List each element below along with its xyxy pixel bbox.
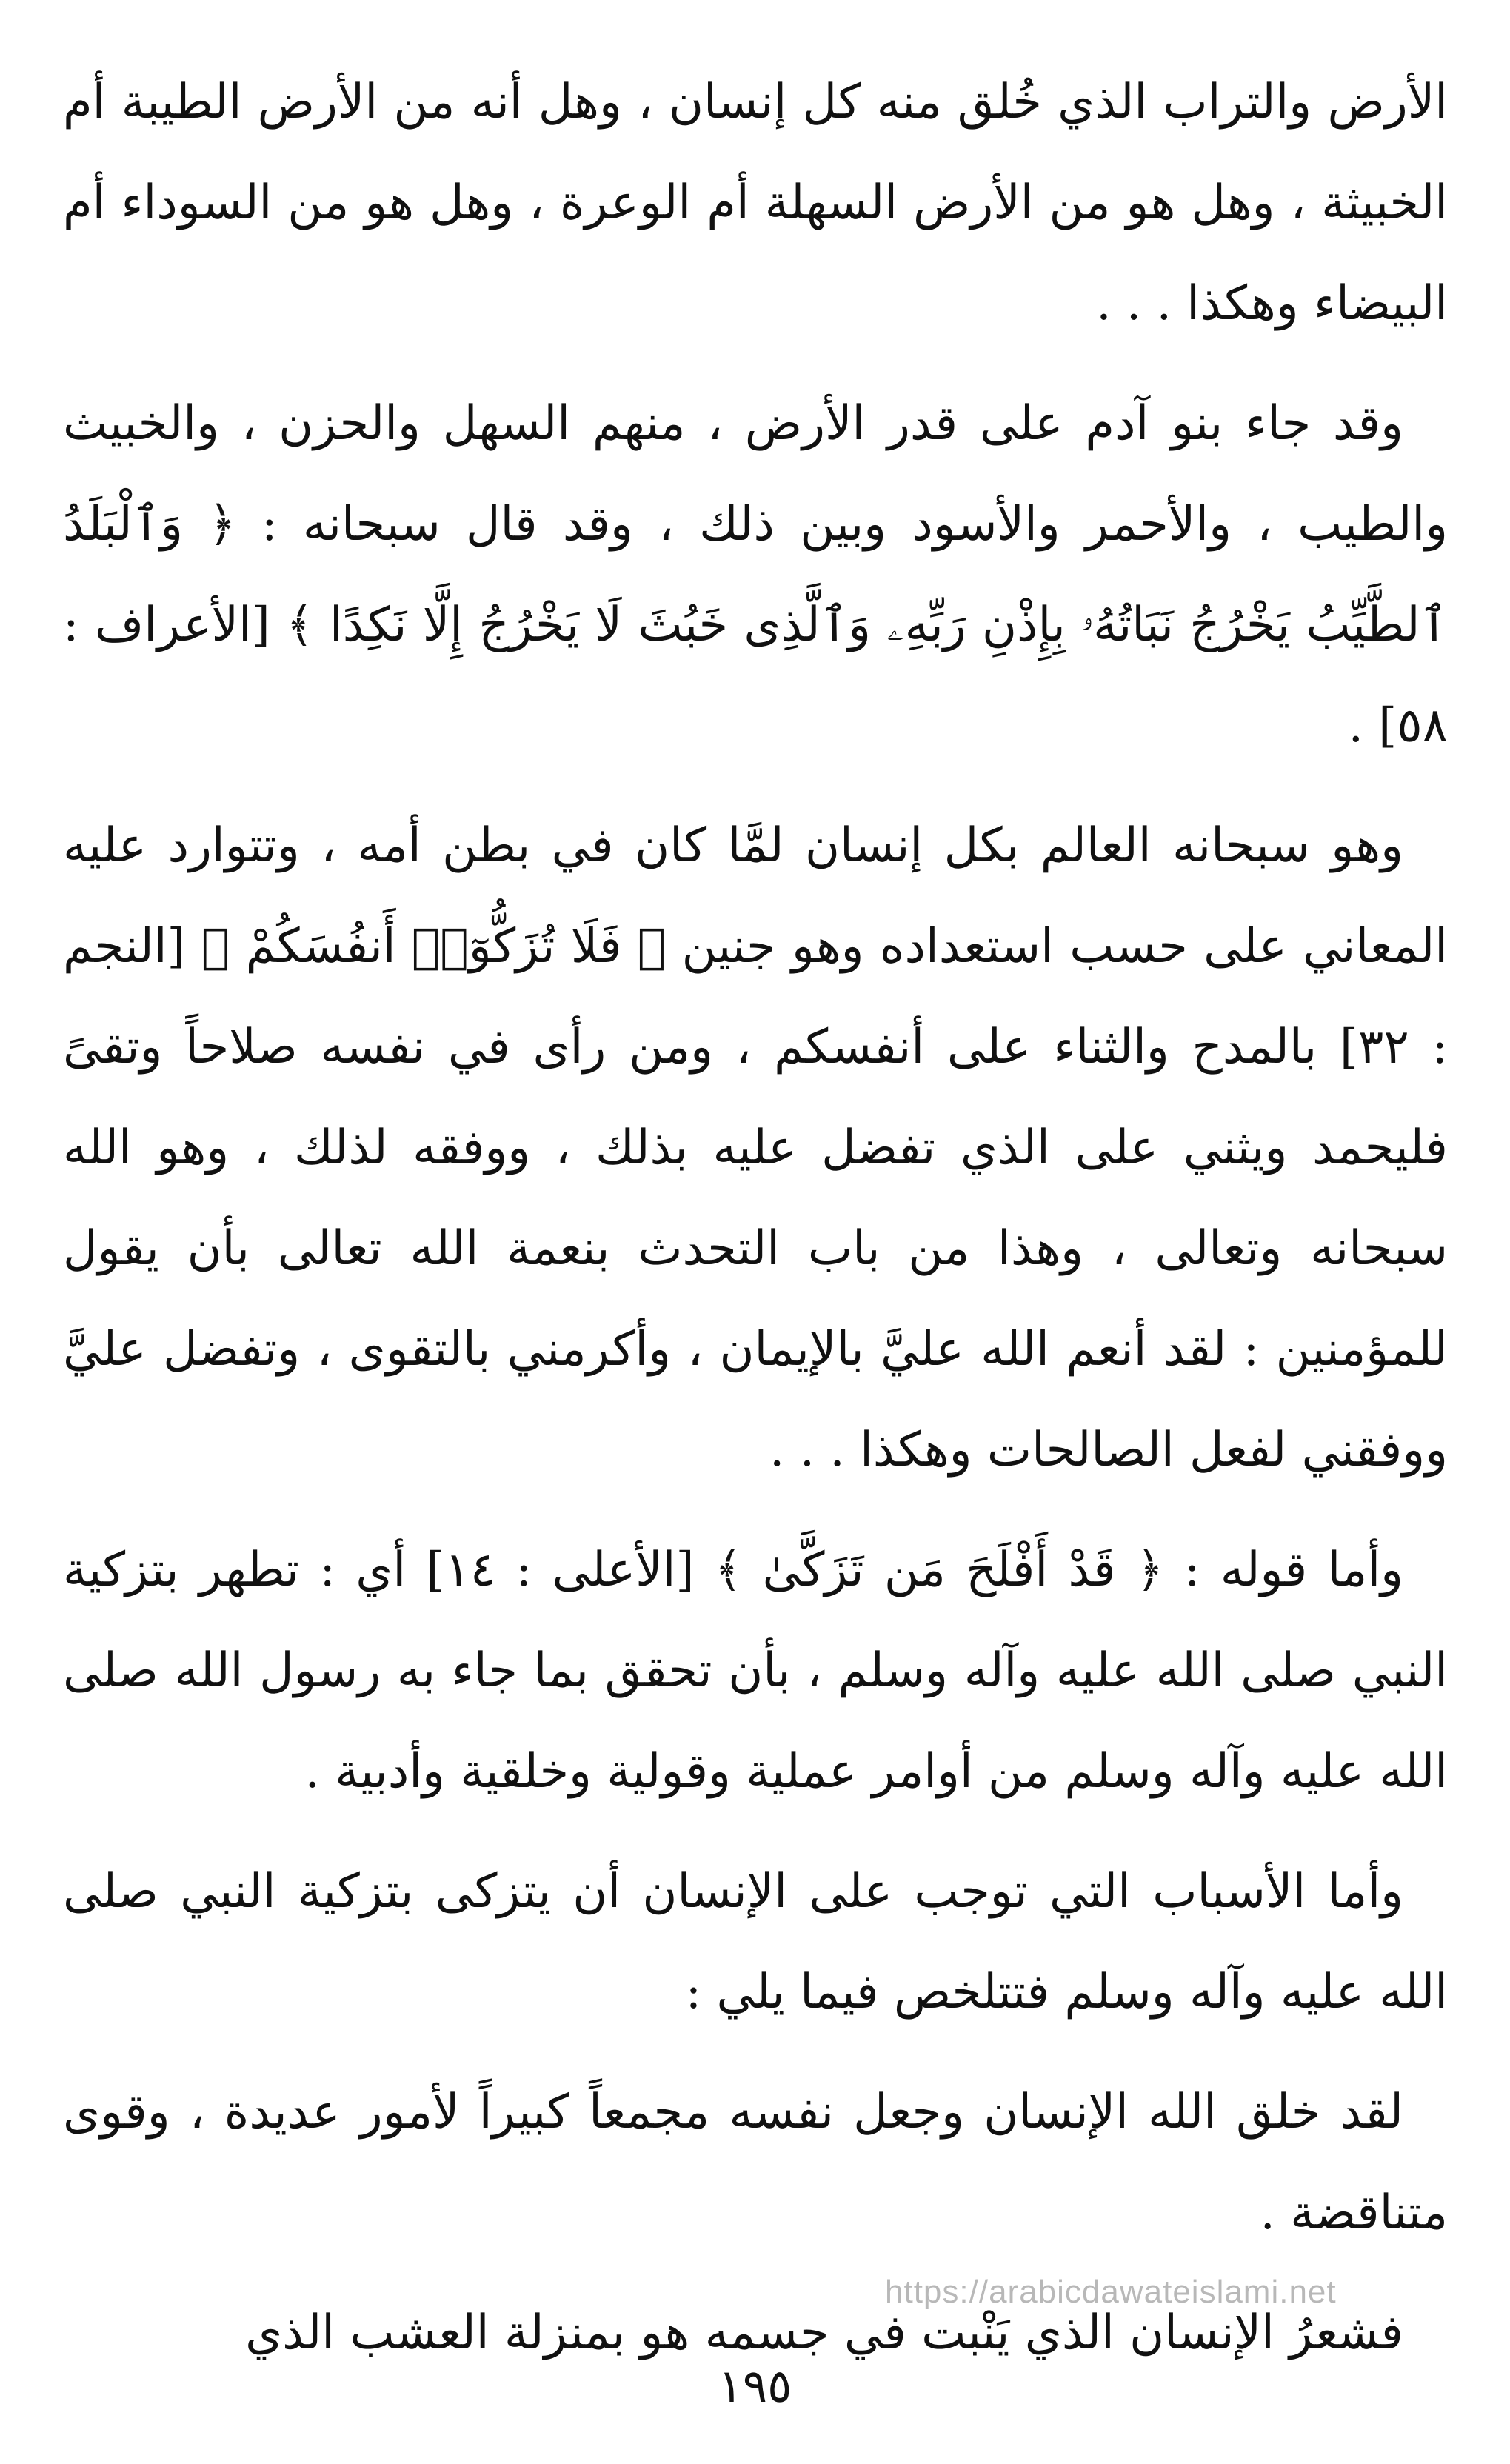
paragraph-1: الأرض والتراب الذي خُلق منه كل إنسان ، وهل أنه من الأرض الطيبة أم الخبيثة ، وهل هو من الأرض السهلة أم الوعرة ، وهل هو من السوداء أم البيضاء وهكذا . . . xyxy=(63,75,1449,331)
paragraph-5: وأما الأسباب التي توجب على الإنسان أن يتزكى بتزكية النبي صلى الله عليه وآله وسلم فتتلخص فيما يلي : xyxy=(63,1864,1448,2020)
paragraph-7: فشعرُ الإنسان الذي يَنْبت في جسمه هو بمنزلة العشب الذي xyxy=(245,2306,1403,2360)
paragraph-3: وهو سبحانه العالم بكل إنسان لمَّا كان في بطن أمه ، وتتوارد عليه المعاني على حسب استعداده وهو جنين ﴿ فَلَا تُزَكُّوٓا۟ أَنفُسَكُمْ ﴾ [النجم : ٣٢] بالمدح والثناء على أنفسكم ، ومن رأى في نفسه صلاحاً وتقىً فليحمد ويثني على الذي تفضل عليه بذلك ، ووفقه لذلك ، وهو الله سبحانه وتعالى ، وهذا من باب التحدث بنعمة الله تعالى بأن يقول للمؤمنين : لقد أنعم الله عليَّ بالإيمان ، وأكرمني بالتقوى ، وتفضل عليَّ ووفقني لفعل الصالحات وهكذا . . . xyxy=(63,818,1449,1478)
page-body xyxy=(63,52,1448,2403)
paragraph-4: وأما قوله : ﴿ قَدْ أَفْلَحَ مَن تَزَكَّىٰ ﴾ [الأعلى : ١٤] أي : تطهر بتزكية النبي صلى الله عليه وآله وسلم ، بأن تحقق بما جاء به رسول الله صلى الله عليه وآله وسلم من أوامر عملية وقولية وخلقية وأدبية . xyxy=(63,1543,1448,1799)
watermark-url: https://arabicdawateislami.net xyxy=(885,2274,1337,2310)
page-number: ١٩٥ xyxy=(718,2359,792,2413)
paragraph-2: وقد جاء بنو آدم على قدر الأرض ، منهم السهل والحزن ، والخبيث والطيب ، والأحمر والأسود وبين ذلك ، وقد قال سبحانه : ﴿ وَٱلْبَلَدُ ٱلطَّيِّبُ يَخْرُجُ نَبَاتُهُۥ بِإِذْنِ رَبِّهِۦ وَٱلَّذِى خَبُثَ لَا يَخْرُجُ إِلَّا نَكِدًا ﴾ [الأعراف : ٥٨] . xyxy=(63,396,1448,753)
paragraph-6: لقد خلق الله الإنسان وجعل نفسه مجمعاً كبيراً لأمور عديدة ، وقوى متناقضة . xyxy=(63,2085,1448,2240)
